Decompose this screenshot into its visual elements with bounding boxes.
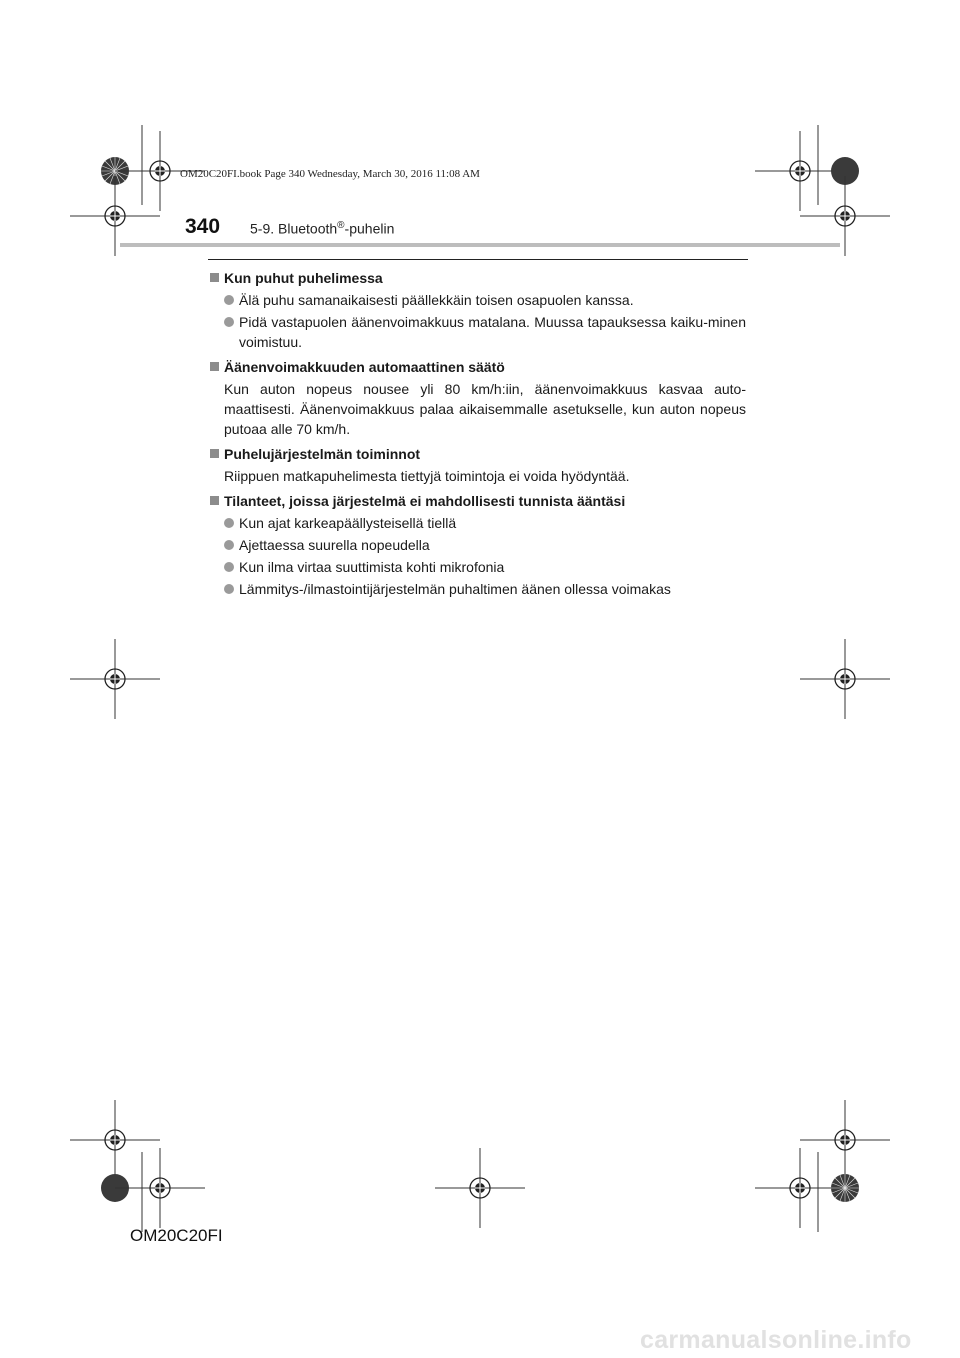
list-item bbox=[208, 579, 748, 599]
heading-text: Puhelujärjestelmän toiminnot bbox=[224, 446, 421, 462]
content-top-rule bbox=[208, 259, 748, 260]
circle-bullet-icon bbox=[224, 540, 234, 550]
heading-text: Kun puhut puhelimessa bbox=[224, 270, 383, 286]
list-item-text: Lämmitys-/ilmastointijärjestelmän puhaltimen äänen ollessa voimakas bbox=[239, 581, 671, 597]
paragraph: Kun auton nopeus nousee yli 80 km/h:iin, äänenvoimakkuus kasvaa auto-maattisesti. Äänenvoimakkuus palaa aikaisemmalle asetukselle, kun auton nopeus putoaa alle 70 km/h. bbox=[224, 381, 746, 437]
square-bullet-icon bbox=[210, 273, 219, 282]
section-title-suffix: -puhelin bbox=[344, 220, 395, 237]
circle-bullet-icon bbox=[224, 295, 234, 305]
list-item bbox=[208, 535, 748, 555]
paragraph: Riippuen matkapuhelimesta tiettyjä toimintoja ei voida hyödyntää. bbox=[224, 468, 630, 484]
list-item bbox=[208, 513, 748, 533]
registered-mark: ® bbox=[337, 220, 345, 231]
list-item bbox=[208, 312, 748, 352]
square-bullet-icon bbox=[210, 449, 219, 458]
list-item-text: Ajettaessa suurella nopeudella bbox=[239, 537, 430, 553]
section-heading bbox=[208, 491, 748, 511]
square-bullet-icon bbox=[210, 362, 219, 371]
section-heading bbox=[208, 268, 748, 288]
section-title bbox=[250, 220, 394, 237]
list-item-text: Älä puhu samanaikaisesti päällekkäin toisen osapuolen kanssa. bbox=[239, 292, 634, 308]
circle-bullet-icon bbox=[224, 518, 234, 528]
page-number: 340 bbox=[185, 215, 221, 238]
square-bullet-icon bbox=[210, 496, 219, 505]
circle-bullet-icon bbox=[224, 562, 234, 572]
section-title-prefix: 5-9. Bluetooth bbox=[250, 220, 338, 237]
section-heading bbox=[208, 357, 748, 377]
heading-text: Äänenvoimakkuuden automaattinen säätö bbox=[224, 359, 505, 375]
list-item-text: Kun ajat karkeapäällysteisellä tiellä bbox=[239, 515, 457, 531]
book-meta: OM20C20FI.book Page 340 Wednesday, March 30, 2016 11:08 AM bbox=[180, 168, 480, 180]
list-item-text: Pidä vastapuolen äänenvoimakkuus matalana. Muussa tapauksessa kaiku-minen voimistuu. bbox=[239, 314, 746, 350]
list-item-text: Kun ilma virtaa suuttimista kohti mikrofonia bbox=[239, 559, 505, 575]
footer-code: OM20C20FI bbox=[130, 1226, 223, 1245]
circle-bullet-icon bbox=[224, 317, 234, 327]
section-heading bbox=[208, 444, 748, 464]
list-item bbox=[208, 557, 748, 577]
header-rule bbox=[120, 243, 840, 247]
list-item bbox=[208, 290, 748, 310]
circle-bullet-icon bbox=[224, 584, 234, 594]
watermark: carmanualsonline.info bbox=[640, 1326, 912, 1354]
content bbox=[208, 266, 748, 599]
heading-text: Tilanteet, joissa järjestelmä ei mahdollisesti tunnista ääntäsi bbox=[224, 493, 626, 509]
